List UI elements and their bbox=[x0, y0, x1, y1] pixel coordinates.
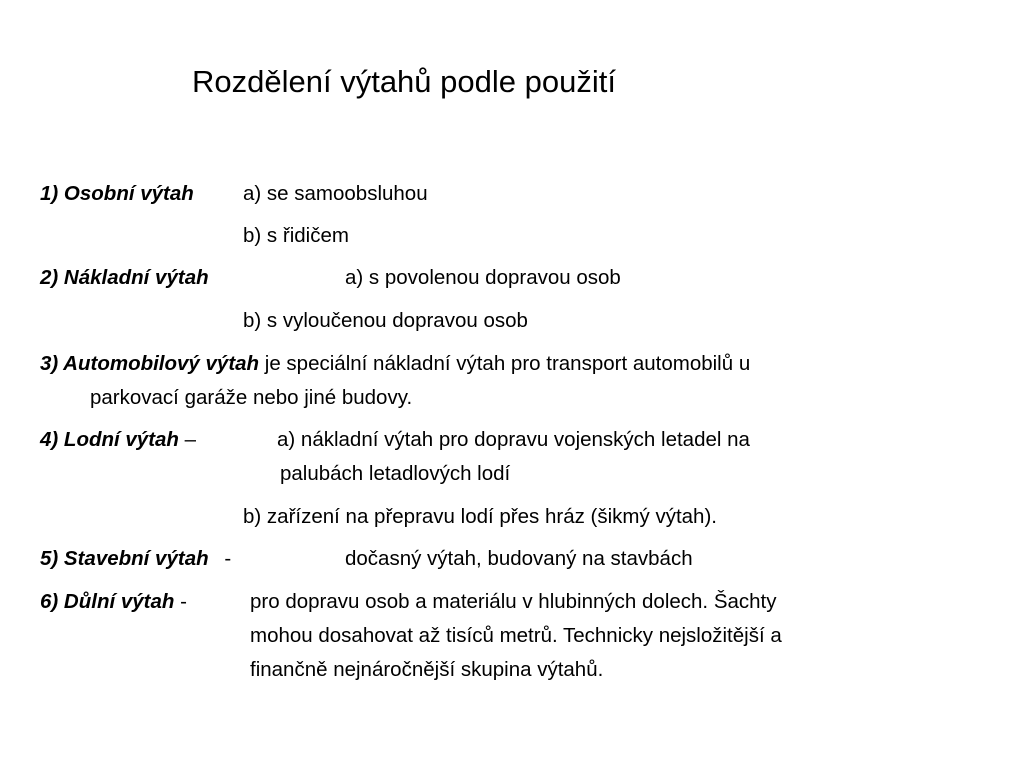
item-separator-lodni: – bbox=[184, 428, 197, 451]
item-text-lodni-a2: palubách letadlových lodí bbox=[280, 462, 511, 485]
item-text-dulni-2: mohou dosahovat až tisíců metrů. Technicky nejsložitější a bbox=[250, 624, 782, 647]
item-label-osobni: 1) Osobní výtah bbox=[40, 182, 194, 205]
item-label-dulni: 6) Důlní výtah bbox=[40, 590, 175, 613]
item-text-nakladni-b: b) s vyloučenou dopravou osob bbox=[243, 309, 528, 332]
item-label-nakladni: 2) Nákladní výtah bbox=[40, 266, 209, 289]
item-text-osobni-a: a) se samoobsluhou bbox=[243, 182, 428, 205]
item-text-stavebni: dočasný výtah, budovaný na stavbách bbox=[345, 547, 693, 570]
item-text-automobilovy-1: je speciální nákladní výtah pro transport automobilů u bbox=[264, 352, 751, 375]
item-label-stavebni: 5) Stavební výtah bbox=[40, 547, 209, 570]
item-text-dulni-3: finančně nejnáročnější skupina výtahů. bbox=[250, 658, 604, 681]
item-row-stavebni bbox=[40, 546, 231, 572]
slide-title: Rozdělení výtahů podle použití bbox=[192, 64, 616, 99]
item-text-nakladni-a: a) s povolenou dopravou osob bbox=[345, 266, 621, 289]
item-row-dulni bbox=[40, 589, 187, 615]
item-text-dulni-1: pro dopravu osob a materiálu v hlubinných dolech. Šachty bbox=[250, 590, 777, 613]
item-separator-stavebni: - bbox=[224, 547, 232, 570]
item-separator-dulni: - bbox=[180, 590, 187, 613]
item-label-automobilovy: 3) Automobilový výtah bbox=[40, 352, 260, 375]
item-text-automobilovy-2: parkovací garáže nebo jiné budovy. bbox=[90, 386, 413, 409]
item-text-lodni-a1: a) nákladní výtah pro dopravu vojenských letadel na bbox=[277, 428, 750, 451]
item-label-lodni: 4) Lodní výtah bbox=[40, 428, 179, 451]
item-text-lodni-b: b) zařízení na přepravu lodí přes hráz (šikmý výtah). bbox=[243, 505, 717, 528]
item-text-osobni-b: b) s řidičem bbox=[243, 224, 349, 247]
item-row-automobilovy bbox=[40, 351, 750, 377]
item-row-lodni bbox=[40, 427, 196, 453]
